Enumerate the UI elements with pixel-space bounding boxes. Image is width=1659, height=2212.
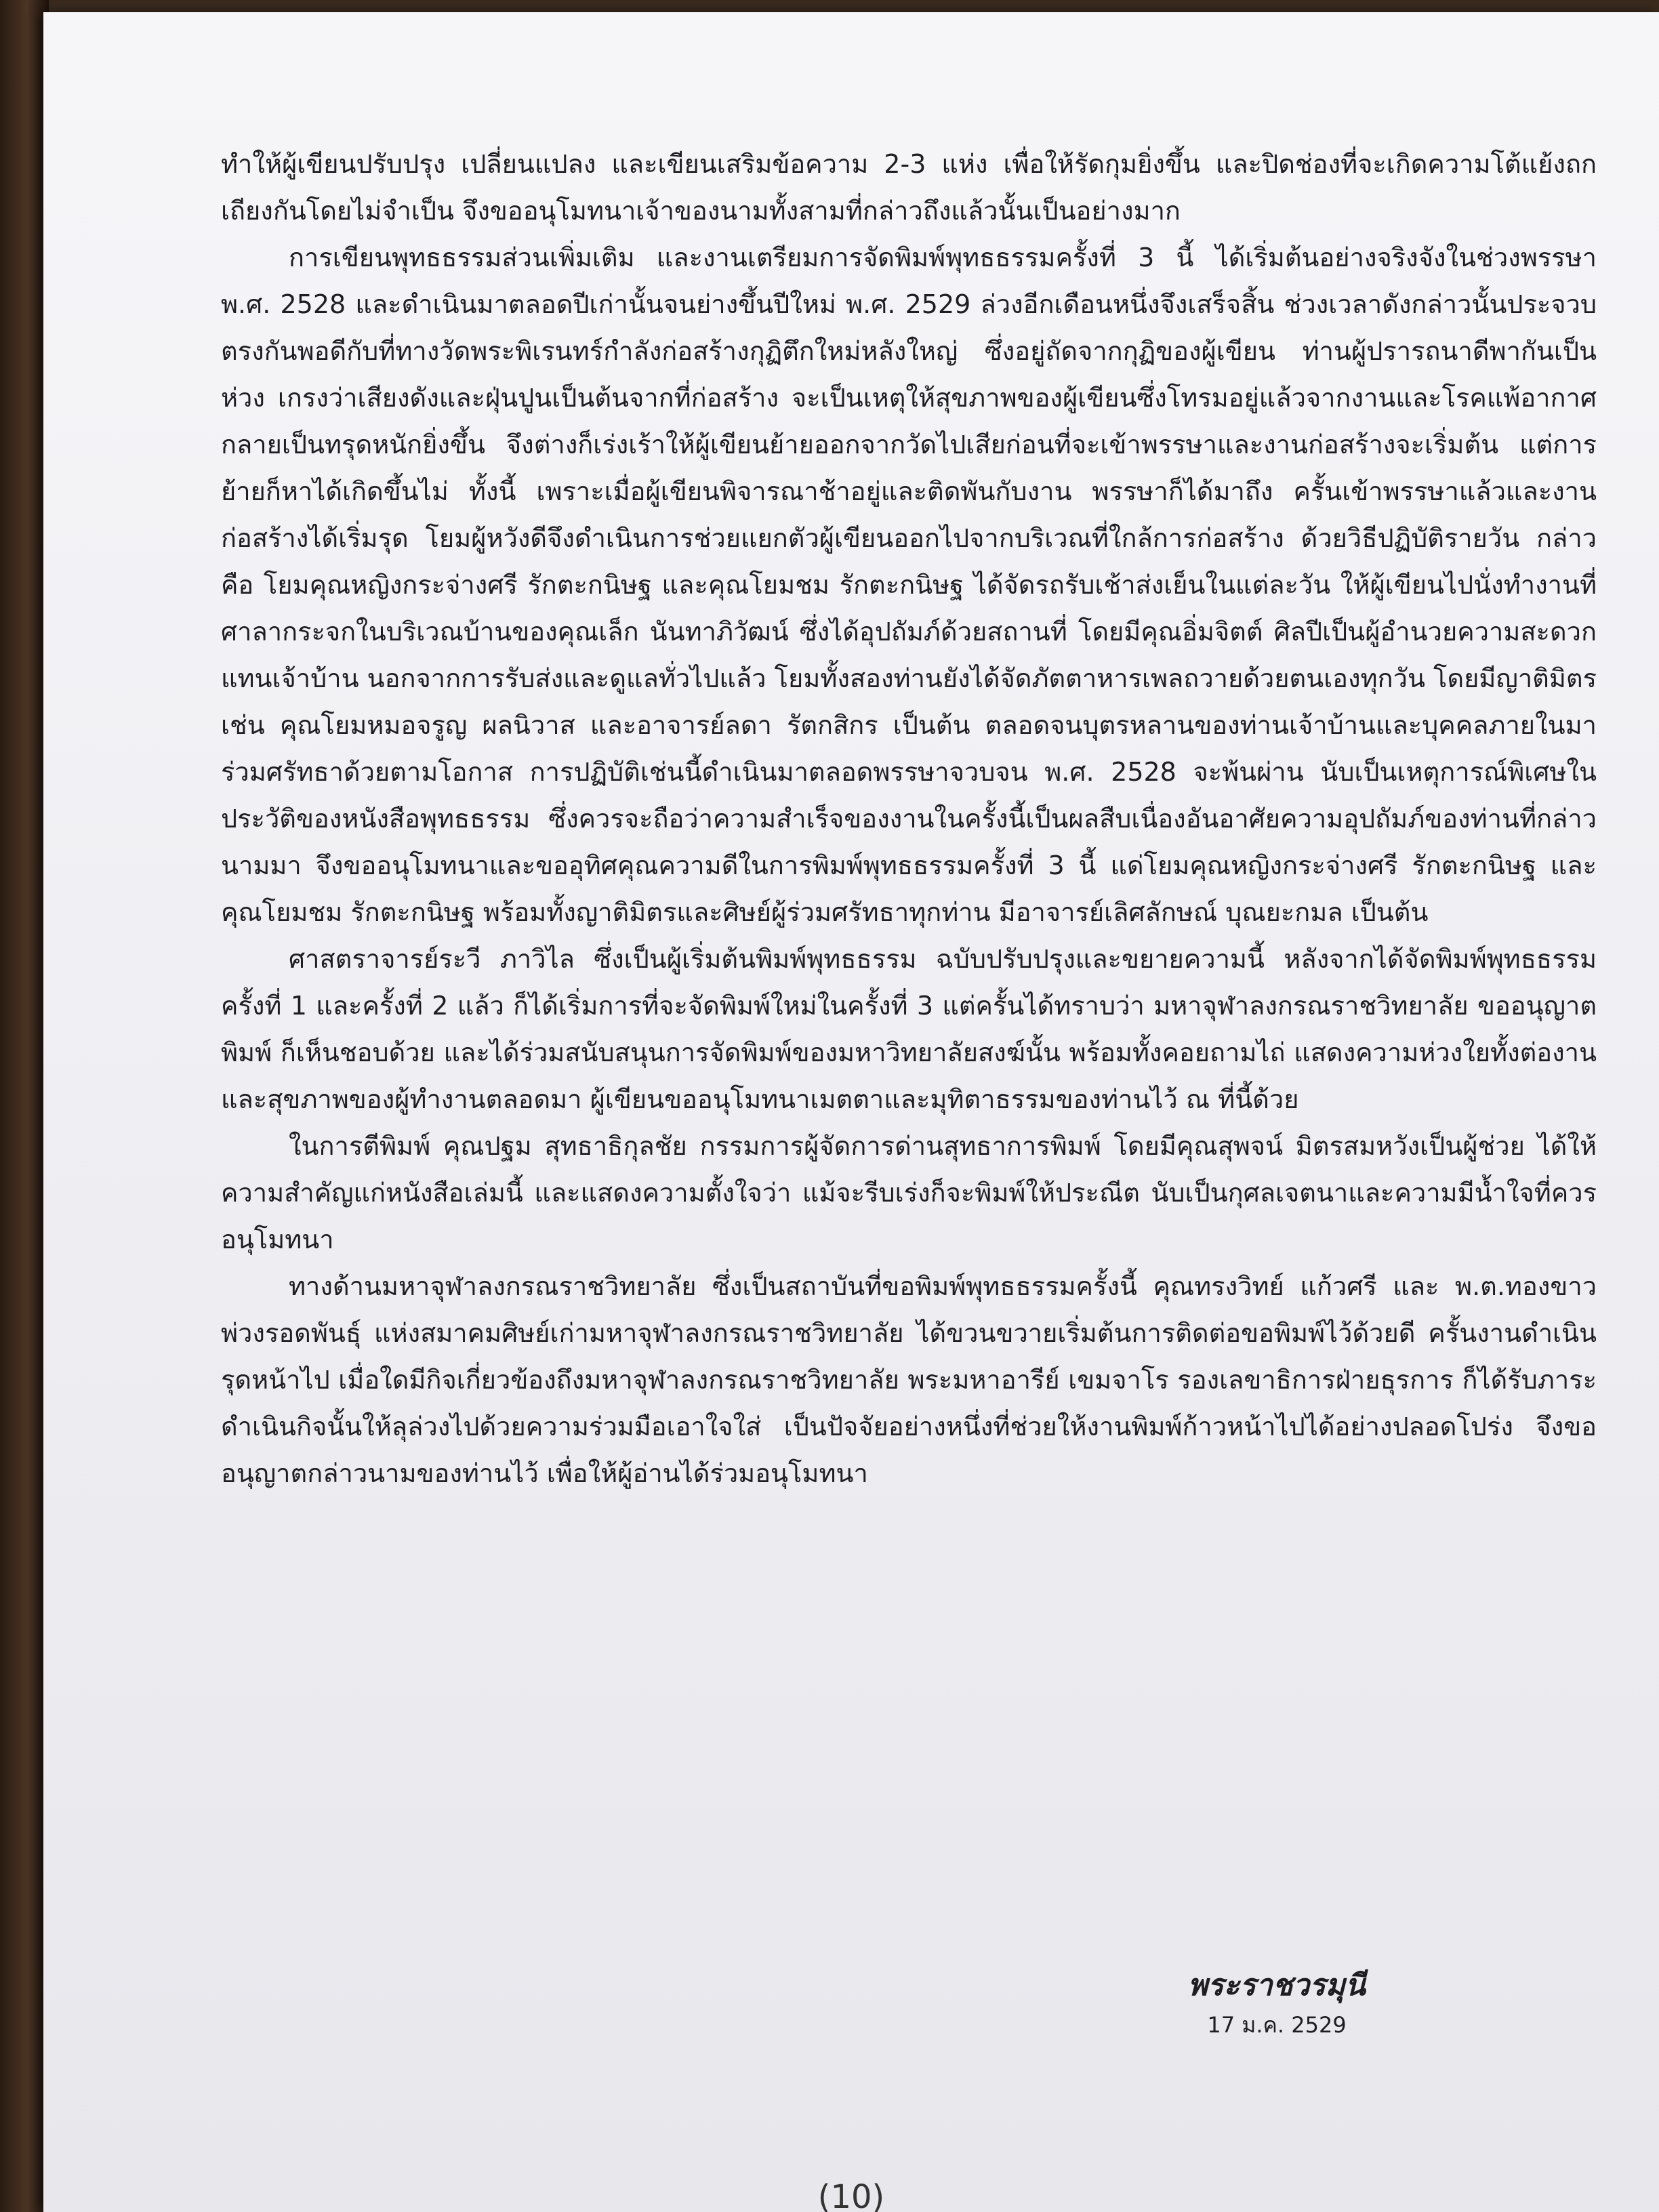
paragraph: ในการตีพิมพ์ คุณปฐม สุทธาธิกุลชัย กรรมการผู้จัดการด่านสุทธาการพิมพ์ โดยมีคุณสุพจน์ มิตรสมหวังเป็นผู้ช่วย ได้ให้ความสำคัญแก่หนังสือเล่มนี้ และแสดงความตั้งใจว่า แม้จะรีบเร่งก็จะพิมพ์ให้ประณีต นับเป็นกุศลเจตนาและความมีน้ำใจที่ควรอนุโมทนา	[221, 1131, 1597, 1254]
signature-block	[1073, 1964, 1480, 2043]
paragraph: ศาสตราจารย์ระวี ภาวิไล ซึ่งเป็นผู้เริ่มต้นพิมพ์พุทธธรรม ฉบับปรับปรุงและขยายความนี้ หลังจากได้จัดพิมพ์พุทธธรรม ครั้งที่ 1 และครั้งที่ 2 แล้ว ก็ได้เริ่มการที่จะจัดพิมพ์ใหม่ในครั้งที่ 3 แต่ครั้นได้ทราบว่า มหาจุฬาลงกรณราชวิทยาลัย ขออนุญาตพิมพ์ ก็เห็นชอบด้วย และได้ร่วมสนับสนุนการจัดพิมพ์ของมหาวิทยาลัยสงฆ์นั้น พร้อมทั้งคอยถามไถ่ แสดงความห่วงใยทั้งต่องานและสุขภาพของผู้ทำงานตลอดมา ผู้เขียนขออนุโมทนาเมตตาและมุทิตาธรรมของท่านไว้ ณ ที่นี้ด้วย	[221, 944, 1597, 1114]
paragraph: ทำให้ผู้เขียนปรับปรุง เปลี่ยนแปลง และเขียนเสริมข้อความ 2-3 แห่ง เพื่อให้รัดกุมยิ่งขึ้น และปิดช่องที่จะเกิดความโต้แย้งถกเถียงกันโดยไม่จำเป็น จึงขออนุโมทนาเจ้าของนามทั้งสามที่กล่าวถึงแล้วนั้นเป็นอย่างมาก	[221, 149, 1597, 226]
signature-date: 17 ม.ค. 2529	[1207, 2012, 1347, 2038]
signature-name: พระราชวรมุนี	[1188, 1968, 1366, 2003]
book-spine	[0, 0, 49, 2212]
paragraph: ทางด้านมหาจุฬาลงกรณราชวิทยาลัย ซึ่งเป็นสถาบันที่ขอพิมพ์พุทธธรรมครั้งนี้ คุณทรงวิทย์ แก้วศรี และ พ.ต.ทองขาว พ่วงรอดพันธุ์ แห่งสมาคมศิษย์เก่ามหาจุฬาลงกรณราชวิทยาลัย ได้ขวนขวายเริ่มต้นการติดต่อขอพิมพ์ไว้ด้วยดี ครั้นงานดำเนินรุดหน้าไป เมื่อใดมีกิจเกี่ยวข้องถึงมหาจุฬาลงกรณราชวิทยาลัย พระมหาอารีย์ เขมจาโร รองเลขาธิการฝ่ายธุรการ ก็ได้รับภาระดำเนินกิจนั้นให้ลุล่วงไปด้วยความร่วมมือเอาใจใส่ เป็นปัจจัยอย่างหนึ่งที่ช่วยให้งานพิมพ์ก้าวหน้าไปได้อย่างปลอดโปร่ง จึงขออนุญาตกล่าวนามของท่านไว้ เพื่อให้ผู้อ่านได้ร่วมอนุโมทนา	[221, 1271, 1597, 1488]
page-body	[221, 141, 1597, 1497]
paragraph: การเขียนพุทธธรรมส่วนเพิ่มเติม และงานเตรียมการจัดพิมพ์พุทธธรรมครั้งที่ 3 นี้ ได้เริ่มต้นอย่างจริงจังในช่วงพรรษา พ.ศ. 2528 และดำเนินมาตลอดปีเก่านั้นจนย่างขึ้นปีใหม่ พ.ศ. 2529 ล่วงอีกเดือนหนึ่งจึงเสร็จสิ้น ช่วงเวลาดังกล่าวนั้นประจวบตรงกันพอดีกับที่ทางวัดพระพิเรนทร์กำลังก่อสร้างกุฏิตึกใหม่หลังใหญ่ ซึ่งอยู่ถัดจากกุฏิของผู้เขียน ท่านผู้ปรารถนาดีพากันเป็นห่วง เกรงว่าเสียงดังและฝุ่นปูนเป็นต้นจากที่ก่อสร้าง จะเป็นเหตุให้สุขภาพของผู้เขียนซึ่งโทรมอยู่แล้วจากงานและโรคแพ้อากาศ กลายเป็นทรุดหนักยิ่งขึ้น จึงต่างก็เร่งเร้าให้ผู้เขียนย้ายออกจากวัดไปเสียก่อนที่จะเข้าพรรษาและงานก่อสร้างจะเริ่มต้น แต่การย้ายก็หาได้เกิดขึ้นไม่ ทั้งนี้ เพราะเมื่อผู้เขียนพิจารณาช้าอยู่และติดพันกับงาน พรรษาก็ได้มาถึง ครั้นเข้าพรรษาแล้วและงานก่อสร้างได้เริ่มรุด โยมผู้หวังดีจึงดำเนินการช่วยแยกตัวผู้เขียนออกไปจากบริเวณที่ใกล้การก่อสร้าง ด้วยวิธีปฏิบัติรายวัน กล่าวคือ โยมคุณหญิงกระจ่างศรี รักตะกนิษฐ และคุณโยมชม รักตะกนิษฐ ได้จัดรถรับเช้าส่งเย็นในแต่ละวัน ให้ผู้เขียนไปนั่งทำงานที่ศาลากระจกในบริเวณบ้านของคุณเล็ก นันทาภิวัฒน์ ซึ่งได้อุปถัมภ์ด้วยสถานที่ โดยมีคุณอิ่มจิตต์ ศิลปีเป็นผู้อำนวยความสะดวกแทนเจ้าบ้าน นอกจากการรับส่งและดูแลทั่วไปแล้ว โยมทั้งสองท่านยังได้จัดภัตตาหารเพลถวายด้วยตนเองทุกวัน โดยมีญาติมิตรเช่น คุณโยมหมอจรูญ ผลนิวาส และอาจารย์ลดา รัตกสิกร เป็นต้น ตลอดจนบุตรหลานของท่านเจ้าบ้านและบุคคลภายในมาร่วมศรัทธาด้วยตามโอกาส การปฏิบัติเช่นนี้ดำเนินมาตลอดพรรษาจวบจน พ.ศ. 2528 จะพ้นผ่าน นับเป็นเหตุการณ์พิเศษในประวัติของหนังสือพุทธธรรม ซึ่งควรจะถือว่าความสำเร็จของงานในครั้งนี้เป็นผลสืบเนื่องอันอาศัยความอุปถัมภ์ของท่านที่กล่าวนามมา จึงขออนุโมทนาและขออุทิศคุณความดีในการพิมพ์พุทธธรรมครั้งที่ 3 นี้ แด่โยมคุณหญิงกระจ่างศรี รักตะกนิษฐ และคุณโยมชม รักตะกนิษฐ พร้อมทั้งญาติมิตรและศิษย์ผู้ร่วมศรัทธาทุกท่าน มีอาจารย์เลิศลักษณ์ บุณยะกมล เป็นต้น	[221, 243, 1597, 927]
page-number: (10)	[817, 2178, 885, 2212]
book-page	[43, 12, 1659, 2212]
